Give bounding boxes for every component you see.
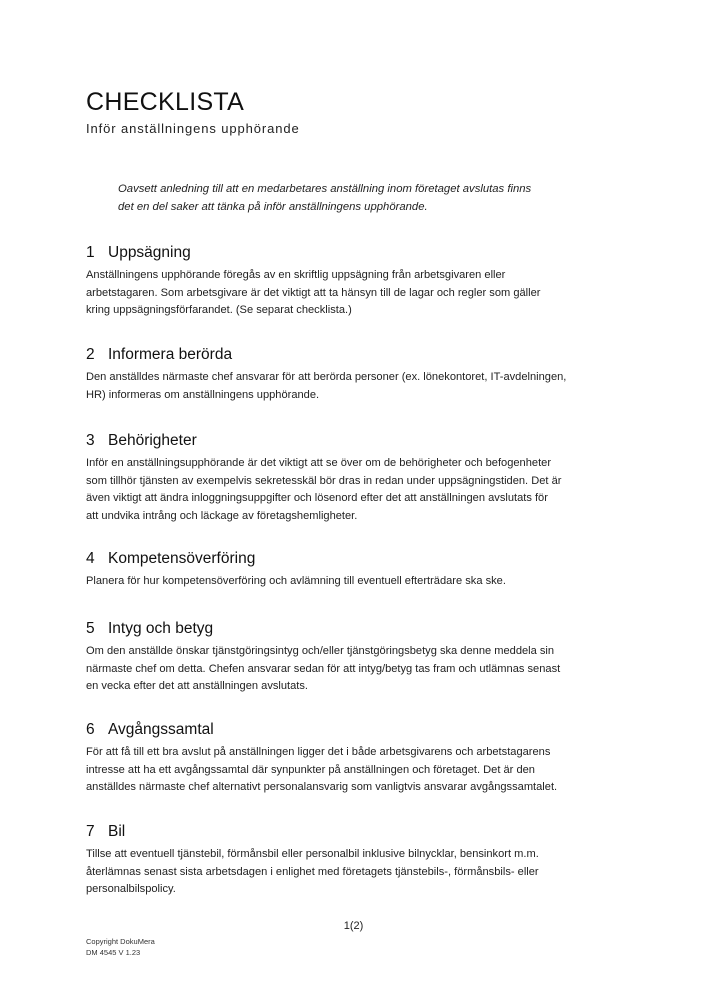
section-number: 5 [86, 620, 95, 637]
section-number: 1 [86, 244, 95, 261]
body-line: Tillse att eventuell tjänstebil, förmånsbil eller personalbil inklusive bilnycklar, bensinkort m.m. [86, 848, 539, 860]
section-number: 6 [86, 721, 95, 738]
page-number: 1(2) [343, 920, 364, 932]
section-body [86, 267, 626, 320]
body-line: att undvika intrång och läckage av företagshemligheter. [86, 509, 358, 522]
section-number: 2 [86, 346, 95, 363]
body-line: återlämnas senast sista arbetsdagen i enlighet med företagets tjänstebils-, förmånsbils- eller [86, 865, 539, 878]
section-heading [86, 431, 626, 453]
section-title: Kompetensöverföring [108, 550, 256, 567]
section-body [86, 744, 626, 797]
section-number: 4 [86, 550, 95, 567]
section-number: 3 [86, 432, 95, 449]
section-avgangssamtal [86, 720, 626, 797]
body-line: Inför en anställningsupphörande är det viktigt att se över om de behörigheter och befogenheter [86, 457, 552, 469]
section-behorigheter [86, 431, 626, 525]
intro-line: det en del saker att tänka på inför anställningens upphörande. [118, 201, 428, 213]
body-line: en vecka efter det att anställningen avslutats. [86, 680, 309, 693]
section-title: Avgångssamtal [108, 721, 214, 738]
body-line: som tillhör tjänsten av exempelvis sekretesskäl bör dras in redan under uppsägningstiden. Det är [86, 474, 562, 487]
section-heading [86, 243, 626, 265]
body-line: HR) informeras om anställningens upphörande. [86, 388, 320, 401]
section-heading [86, 720, 626, 742]
body-line: För att få till ett bra avslut på anställningen ligger det i både arbetsgivarens och arbetstagarens [86, 746, 551, 758]
intro-line: Oavsett anledning till att en medarbetares anställning inom företaget avslutas finns [118, 183, 532, 195]
section-title: Informera berörda [108, 346, 233, 363]
body-line: Anställningens upphörande föregås av en skriftlig uppsägning från arbetsgivaren eller [86, 269, 506, 281]
document-id: DM 4545 V 1.23 [86, 948, 141, 957]
section-kompetensoverforing [86, 549, 626, 591]
section-title: Bil [108, 823, 126, 840]
footer-copyright [86, 936, 155, 958]
section-intyg-och-betyg [86, 619, 626, 696]
copyright-text: Copyright DokuMera [86, 937, 155, 946]
section-heading [86, 345, 626, 367]
section-body [86, 573, 626, 591]
section-heading [86, 822, 626, 844]
section-uppsagning [86, 243, 626, 320]
section-body [86, 643, 626, 696]
section-body [86, 369, 626, 404]
body-line: anställdes närmaste chef alternativt personalansvarig som vanligtvis ansvarar avgångssamtalet. [86, 781, 558, 794]
body-line: personalbilspolicy. [86, 883, 176, 896]
body-line: intresse att ha ett avgångssamtal där synpunkter på anställningen och företaget. Det är den [86, 763, 535, 776]
body-line: även viktigt att ändra inloggningsuppgifter och lösenord efter det att anställningen avslutats för [86, 492, 548, 505]
page-subtitle: Inför anställningens upphörande [86, 121, 300, 136]
section-title: Uppsägning [108, 244, 191, 261]
body-line: Den anställdes närmaste chef ansvarar för att berörda personer (ex. lönekontoret, IT-avdelningen, [86, 371, 567, 383]
body-line: kring uppsägningsförfarandet. (Se separat checklista.) [86, 304, 352, 317]
section-title: Intyg och betyg [108, 620, 214, 637]
section-number: 7 [86, 823, 95, 840]
section-body [86, 455, 626, 525]
page-title: CHECKLISTA [86, 88, 245, 116]
section-bil [86, 822, 626, 899]
section-body [86, 846, 626, 899]
intro-text [118, 180, 588, 216]
body-line: arbetstagaren. Som arbetsgivare är det viktigt att ta hänsyn till de lagar och regler som gäller [86, 286, 541, 299]
section-heading [86, 549, 626, 571]
section-informera-berorda [86, 345, 626, 404]
section-heading [86, 619, 626, 641]
section-title: Behörigheter [108, 432, 197, 449]
body-line: närmaste chef om detta. Chefen ansvarar sedan för att intyg/betyg tas fram och utlämnas senast [86, 662, 561, 675]
body-line: Planera för hur kompetensöverföring och avlämning till eventuell efterträdare ska ske. [86, 575, 506, 587]
body-line: Om den anställde önskar tjänstgöringsintyg och/eller tjänstgöringsbetyg ska denne meddela sin [86, 645, 555, 657]
